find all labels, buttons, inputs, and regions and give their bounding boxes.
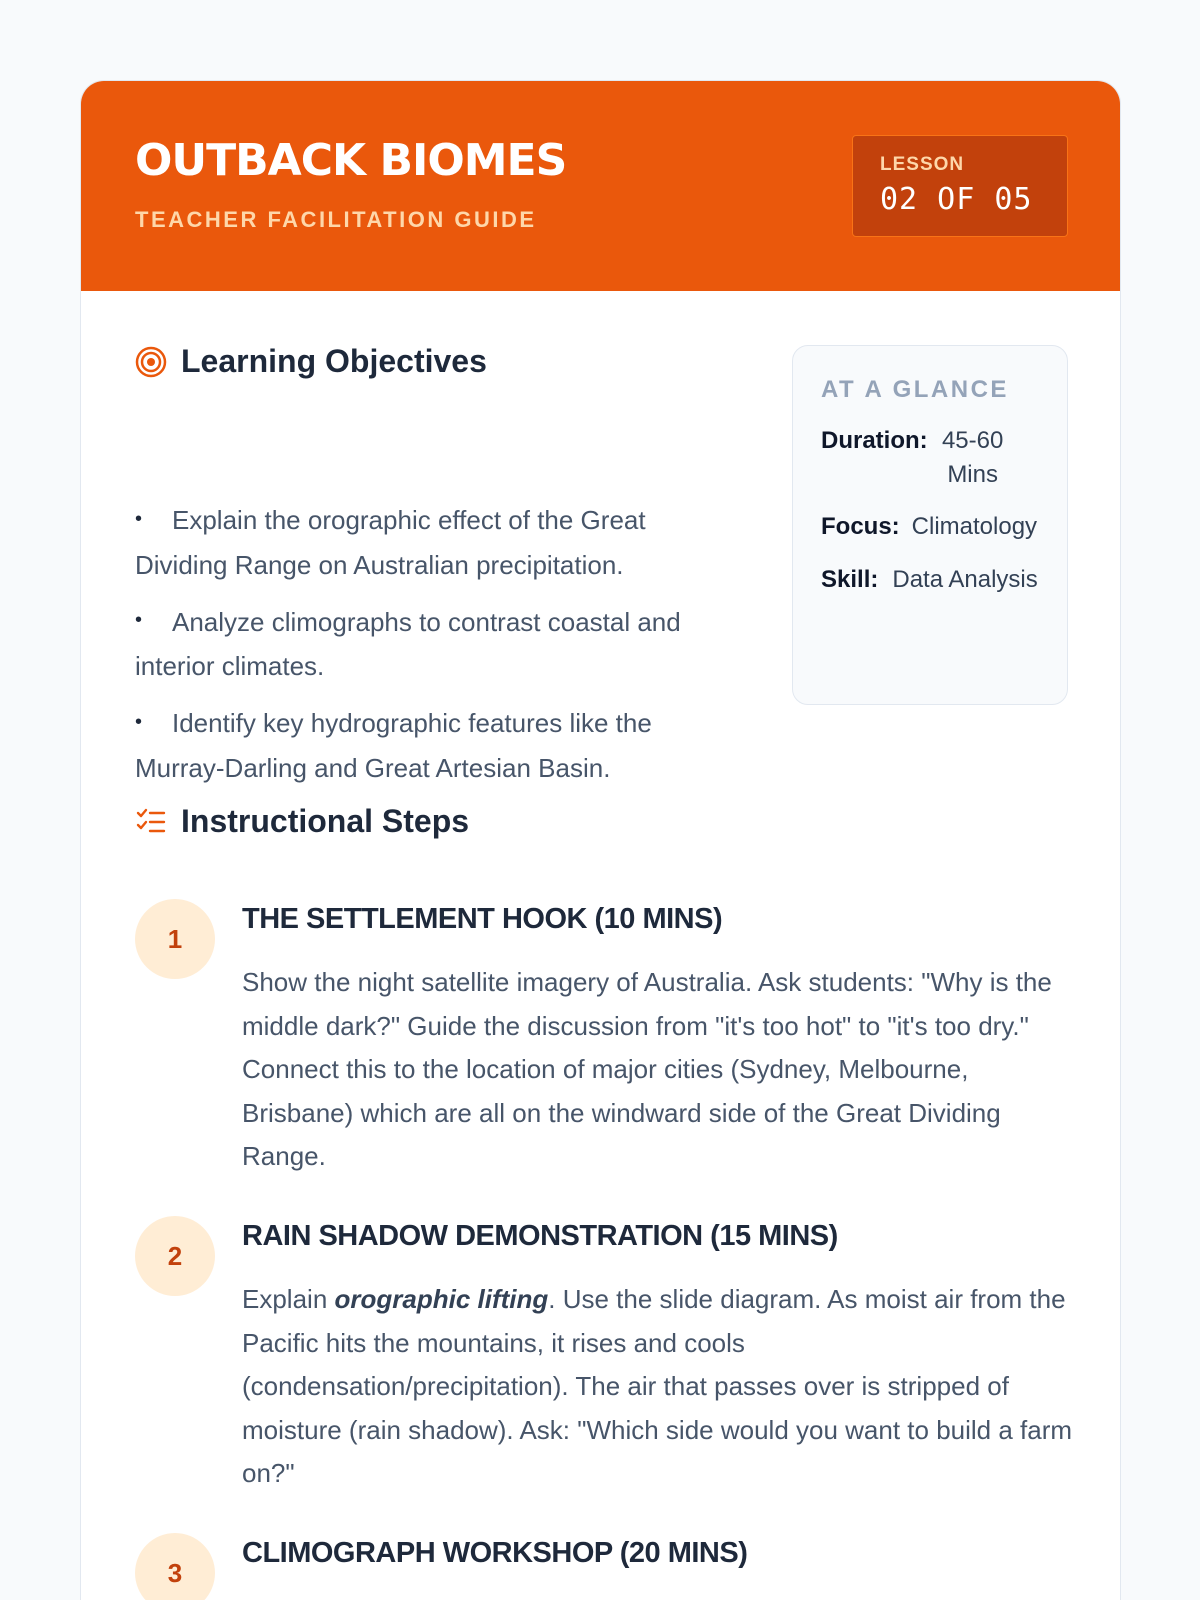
- lesson-card: [80, 80, 1121, 1600]
- glance-row-focus: Focus: Climatology: [821, 513, 1038, 540]
- list-item: • Explain the orographic effect of the Great Dividing Range on Australian precipitation.: [135, 505, 646, 580]
- objectives-list: [135, 499, 745, 804]
- lesson-badge: [852, 135, 1068, 237]
- lesson-number: 02 OF 05: [880, 182, 1033, 217]
- steps-heading: [135, 803, 469, 840]
- lesson-label: LESSON: [880, 154, 965, 175]
- at-a-glance-title: AT A GLANCE: [821, 376, 1009, 403]
- glance-row-skill: Skill: Data Analysis: [821, 566, 1038, 593]
- list-item: • Analyze climographs to contrast coastal and interior climates.: [135, 606, 681, 682]
- step-title: RAIN SHADOW DEMONSTRATION (15 MINS): [242, 1220, 838, 1252]
- step-body: Explain orographic lifting. Use the slide diagram. As moist air from the Pacific hits the mountains, it rises and cools (condensation/precipitation). The air that passes over is stripped of moisture (rain shadow). Ask: "Which side would you want to build a farm on?": [242, 1284, 1073, 1488]
- glance-row-duration: Duration: 45-60 Mins: [821, 427, 1004, 488]
- at-a-glance-panel: [792, 345, 1068, 705]
- page-title: OUTBACK BIOMES: [135, 135, 567, 186]
- lesson-header: [81, 81, 1120, 291]
- step-title: THE SETTLEMENT HOOK (10 MINS): [242, 903, 723, 935]
- page-subtitle: TEACHER FACILITATION GUIDE: [135, 207, 537, 232]
- step-number: 1: [135, 899, 215, 979]
- steps-heading-text: Instructional Steps: [181, 803, 470, 839]
- step-title: CLIMOGRAPH WORKSHOP (20 MINS): [242, 1537, 748, 1569]
- list-item: • Identify key hydrographic features like the Murray-Darling and Great Artesian Basin.: [135, 708, 652, 783]
- checklist-icon: [135, 806, 167, 838]
- step-number: 2: [135, 1216, 215, 1296]
- objectives-heading-text: Learning Objectives: [181, 343, 487, 379]
- emphasis-term: orographic lifting: [334, 1284, 549, 1314]
- objectives-heading: [135, 343, 487, 380]
- step-body: Show the night satellite imagery of Australia. Ask students: "Why is the middle dark?" Guide the discussion from "it's too hot" to "it's too dry." Connect this to the location of major cities (Sydney, Melbourne, Brisbane) which are all on the windward side of the Great Dividing Range.: [242, 967, 1052, 1171]
- target-icon: [135, 346, 167, 378]
- step-number: 3: [135, 1533, 215, 1600]
